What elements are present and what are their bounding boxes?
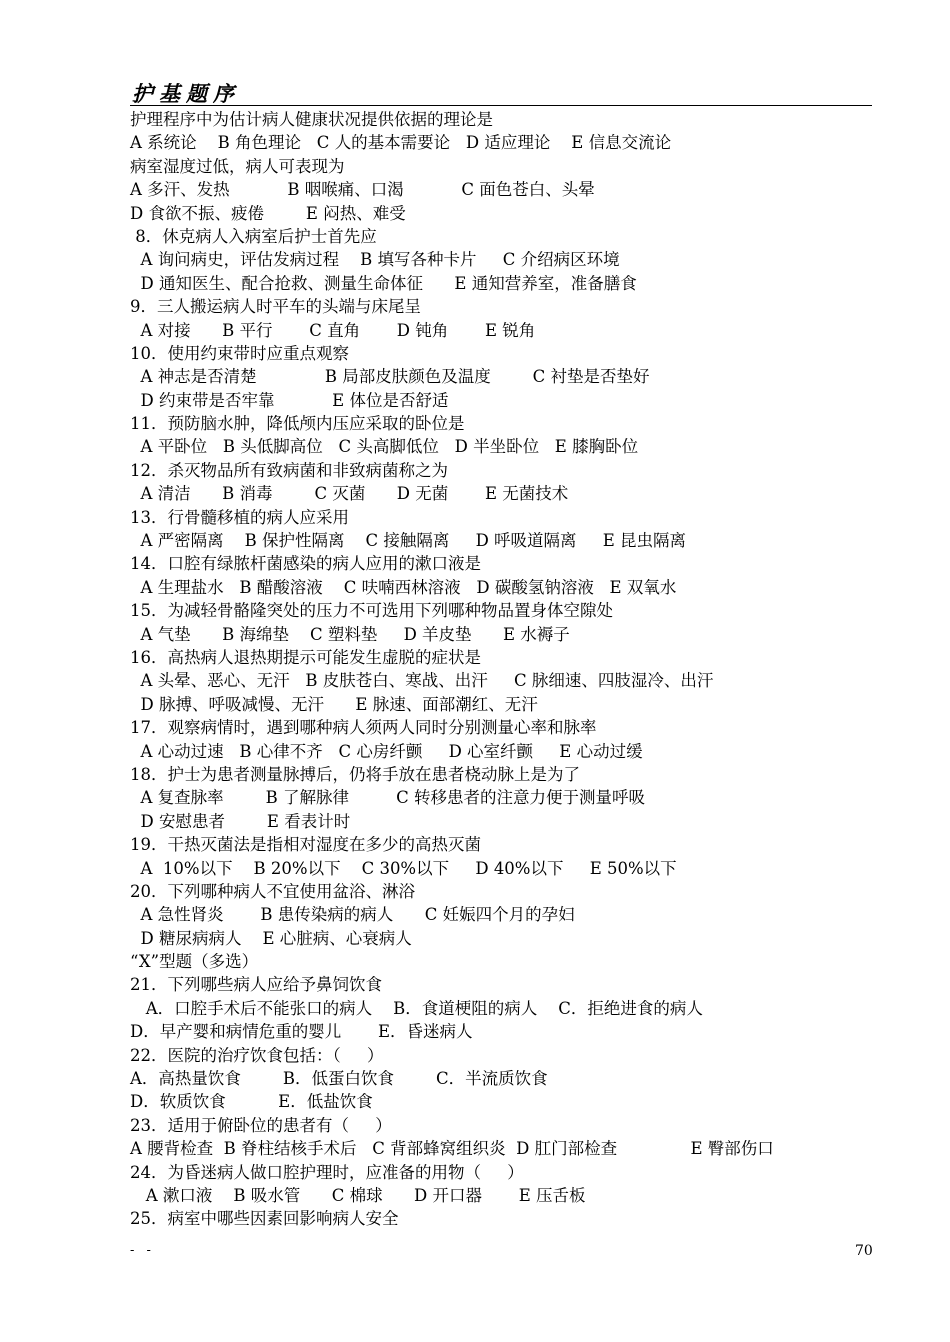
- text-line: A 询问病史，评估发病过程 B 填写各种卡片 C 介绍病区环境: [130, 250, 620, 270]
- text-line: A 生理盐水 B 醋酸溶液 C 呋喃西林溶液 D 碳酸氢钠溶液 E 双氧水: [130, 577, 677, 597]
- question-list: [130, 108, 870, 1231]
- header-divider: [130, 105, 872, 106]
- text-line: A 神志是否清楚 B 局部皮肤颜色及温度 C 衬垫是否垫好: [130, 367, 650, 387]
- text-line: D 糖尿病病人 E 心脏病、心衰病人: [130, 928, 412, 948]
- text-line: A 腰背检查 B 脊柱结核手术后 C 背部蜂窝组织炎 D 肛门部检查 E 臀部伤口: [130, 1139, 774, 1159]
- text-line: D 约束带是否牢靠 E 体位是否舒适: [130, 390, 449, 410]
- text-line: 8．休克病人入病室后护士首先应: [130, 226, 377, 246]
- text-line: A 多汗、发热 B 咽喉痛、口渴 C 面色苍白、头晕: [130, 180, 595, 200]
- text-line: 14．口腔有绿脓杆菌感染的病人应用的漱口液是: [130, 554, 481, 574]
- text-line: A 漱口液 B 吸水管 C 棉球 D 开口器 E 压舌板: [130, 1185, 586, 1205]
- text-line: 22．医院的治疗饮食包括：（ ）: [130, 1045, 384, 1065]
- text-line: A 平卧位 B 头低脚高位 C 头高脚低位 D 半坐卧位 E 膝胸卧位: [130, 437, 639, 457]
- text-line: 9．三人搬运病人时平车的头端与床尾呈: [130, 297, 421, 317]
- text-line: A 气垫 B 海绵垫 C 塑料垫 D 羊皮垫 E 水褥子: [130, 624, 570, 644]
- text-line: D．软质饮食 E．低盐饮食: [130, 1092, 373, 1112]
- text-line: 12．杀灭物品所有致病菌和非致病菌称之为: [130, 460, 448, 480]
- text-line: 护理程序中为估计病人健康状况提供依据的理论是: [130, 110, 493, 129]
- text-line: A 心动过速 B 心律不齐 C 心房纤颤 D 心室纤颤 E 心动过缓: [130, 741, 643, 761]
- text-line: A 急性肾炎 B 患传染病的病人 C 妊娠四个月的孕妇: [130, 905, 575, 925]
- text-line: 病室湿度过低，病人可表现为: [130, 156, 345, 176]
- header-title: 护基题序: [132, 81, 240, 106]
- page-number: 70: [855, 1243, 873, 1259]
- footer-left: - -: [130, 1243, 155, 1258]
- text-line: 18．护士为患者测量脉搏后，仍将手放在患者桡动脉上是为了: [130, 764, 580, 784]
- text-line: A．口腔手术后不能张口的病人 B．食道梗阻的病人 C．拒绝进食的病人: [130, 998, 703, 1018]
- text-line: 13．行骨髓移植的病人应采用: [130, 507, 349, 527]
- text-line: A 严密隔离 B 保护性隔离 C 接触隔离 D 呼吸道隔离 E 昆虫隔离: [130, 531, 687, 551]
- text-line: A 头晕、恶心、无汗 B 皮肤苍白、寒战、出汗 C 脉细速、四肢湿冷、出汗: [130, 671, 714, 691]
- text-line: D 安慰患者 E 看表计时: [130, 811, 351, 831]
- text-line: 21．下列哪些病人应给予鼻饲饮食: [130, 975, 382, 995]
- text-line: D 通知医生、配合抢救、测量生命体征 E 通知营养室，准备膳食: [130, 273, 637, 293]
- text-line: 15．为减轻骨骼隆突处的压力不可选用下列哪种物品置身体空隙处: [130, 601, 613, 621]
- text-line: D 脉搏、呼吸减慢、无汗 E 脉速、面部潮红、无汗: [130, 694, 538, 714]
- text-line: 25．病室中哪些因素回影响病人安全: [130, 1209, 399, 1229]
- text-line: A 系统论 B 角色理论 C 人的基本需要论 D 适应理论 E 信息交流论: [130, 133, 672, 153]
- text-line: 11．预防脑水肿，降低颅内压应采取的卧位是: [130, 414, 465, 434]
- text-line: A 清洁 B 消毒 C 灭菌 D 无菌 E 无菌技术: [130, 484, 569, 504]
- text-line: 19．干热灭菌法是指相对湿度在多少的高热灭菌: [130, 835, 481, 855]
- text-line: “X”型题（多选）: [130, 952, 259, 972]
- text-line: 24．为昏迷病人做口腔护理时，应准备的用物（ ）: [130, 1162, 524, 1182]
- text-line: 10．使用约束带时应重点观察: [130, 343, 349, 363]
- text-line: A．高热量饮食 B．低蛋白饮食 C．半流质饮食: [130, 1069, 548, 1089]
- text-line: 17．观察病情时，遇到哪种病人须两人同时分别测量心率和脉率: [130, 718, 597, 738]
- text-line: A 复查脉率 B 了解脉律 C 转移患者的注意力便于测量呼吸: [130, 788, 646, 808]
- text-line: 20．下列哪种病人不宜使用盆浴、淋浴: [130, 881, 415, 901]
- text-line: D．早产婴和病情危重的婴儿 E．昏迷病人: [130, 1022, 473, 1042]
- text-line: 23．适用于俯卧位的患者有（ ）: [130, 1115, 392, 1135]
- text-line: D 食欲不振、疲倦 E 闷热、难受: [130, 203, 406, 223]
- text-line: 16．高热病人退热期提示可能发生虚脱的症状是: [130, 647, 481, 667]
- text-line: A 对接 B 平行 C 直角 D 钝角 E 锐角: [130, 320, 536, 340]
- text-line: A 10%以下 B 20%以下 C 30%以下 D 40%以下 E 50%以下: [130, 858, 677, 878]
